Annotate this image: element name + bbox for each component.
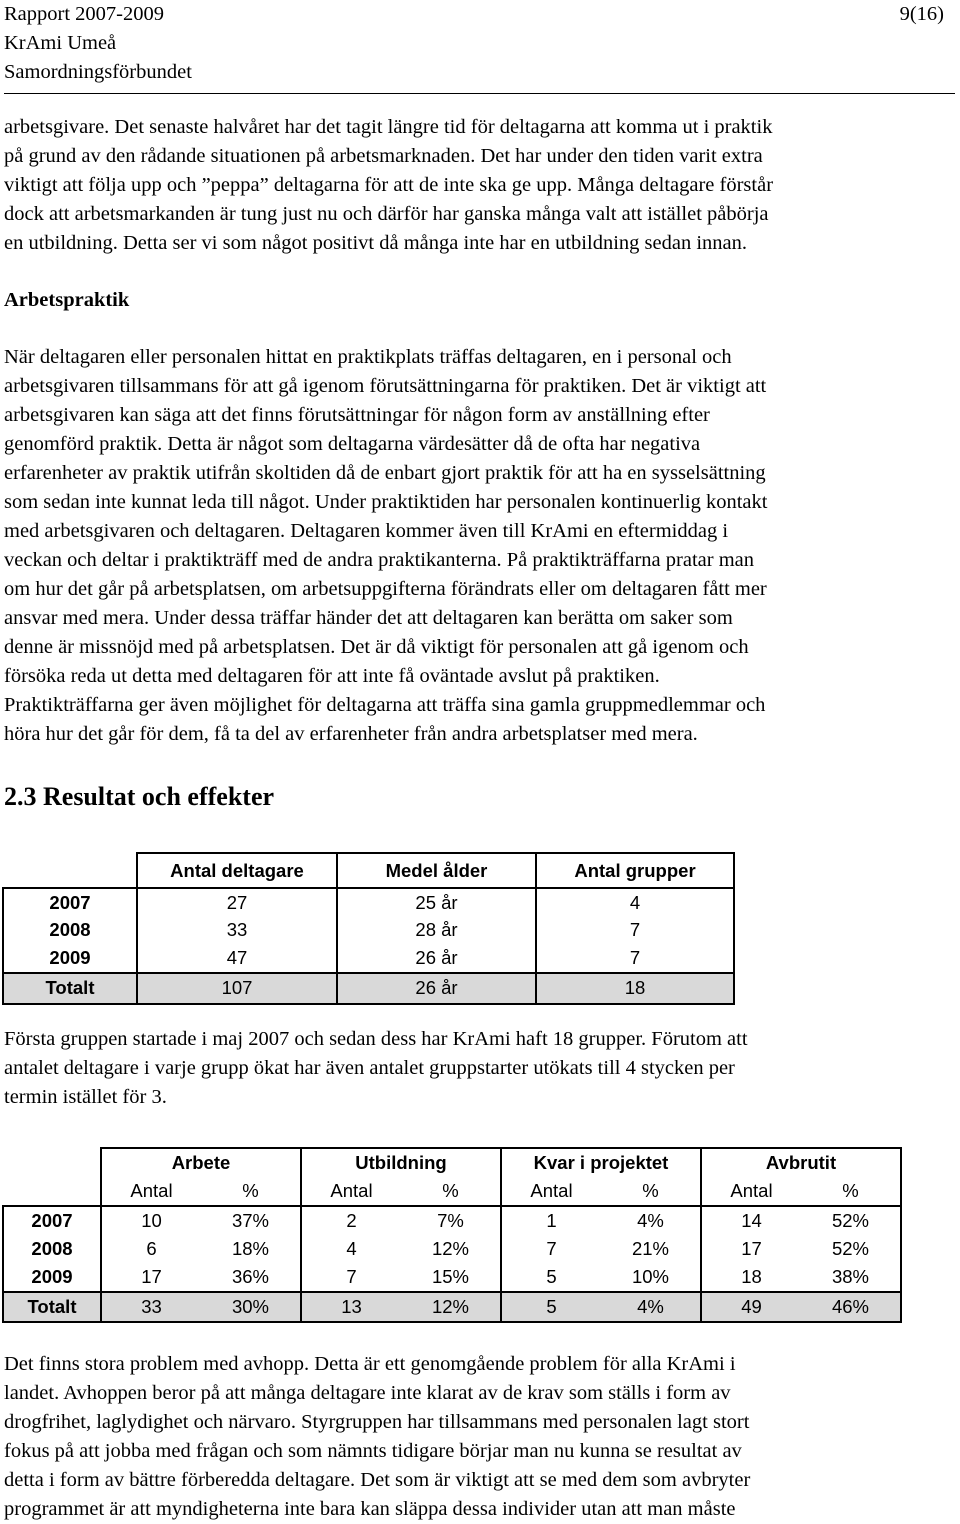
cell: 36%	[231, 1266, 270, 1287]
cell: 4	[536, 888, 734, 917]
sub-header: Antal	[301, 1177, 401, 1206]
cell: 7	[536, 917, 734, 945]
results-table	[2, 852, 735, 1005]
cell: 28 år	[337, 917, 536, 945]
cell: 107	[137, 973, 337, 1004]
row-label: 2008	[3, 917, 137, 945]
group-header: Arbete	[101, 1148, 301, 1177]
cell: 7	[536, 944, 734, 973]
page-header	[4, 0, 944, 87]
cell: 2	[301, 1206, 401, 1235]
table-row	[3, 1206, 901, 1235]
cell: 17	[701, 1235, 801, 1263]
col-header: Medel ålder	[337, 853, 536, 888]
cell: 17	[101, 1263, 201, 1292]
table-row	[3, 1235, 901, 1263]
outcomes-table	[2, 1147, 902, 1323]
table-total-row	[3, 1292, 901, 1322]
cell: 6	[101, 1235, 201, 1263]
sub-header: Antal	[501, 1177, 601, 1206]
sub-header: %	[201, 1177, 301, 1206]
cell: 5	[501, 1292, 601, 1322]
cell: 4%	[637, 1210, 664, 1231]
cell: 5	[501, 1263, 601, 1292]
cell: 26 år	[337, 973, 536, 1004]
paragraph-arbetspraktik: När deltagaren eller personalen hittat en praktikplats träffas deltagaren, en i personal och arbetsgivaren tillsammans för att gå igenom förutsättningarna för praktiken. Det är viktigt att arbetsgivaren kan säga att det finns förutsättningar för någon form av anställning efter genomförd praktik. Detta är något som deltagarna värdesätter då de ofta har negativa erfarenheter av praktik utifrån skoltiden då de enbart gjort praktik för att ha en sysselsättning som sedan inte kunnat leda till något. Under praktiktiden har personalen kontinuerlig kontakt med arbetsgivaren och deltagaren. Deltagaren kommer även till KrAmi en eftermiddag i veckan och deltar i praktikträff med de andra praktikanterna. På praktikträffarna pratar man om hur det går på arbetsplatsen, om arbetsuppgifterna förändrats eller om deltagaren fått mer ansvar med mera. Under dessa träffar händer det att deltagaren kan berätta om saker som denne är missnöjd med på arbetsplatsen. Det är då viktigt för personalen att gå igenom och försöka reda ut detta med deltagaren för att inte få oväntade avslut på praktiken. Praktikträffarna ger även möjlighet för deltagarna att träffa sina gamla gruppmedlemmar och höra hur det går för dem, få ta del av erfarenheter från andra arbetsplatser med mera.	[4, 346, 768, 745]
sub-header: Antal	[101, 1177, 201, 1206]
cell: 52%	[801, 1206, 901, 1235]
cell: 7%	[437, 1210, 464, 1231]
table-row	[3, 944, 734, 973]
paragraph-dropouts: Det finns stora problem med avhopp. Detta är ett genomgående problem för alla KrAmi i landet. Avhoppen beror på att många deltagare inte klarat av de krav som ställs i form av drogfrihet, laglydighet och närvaro. Styrgruppen har tillsammans med personalen lagt stort fokus på att jobba med frågan och som nämnts tidigare börjar man nu kunna se resultat av detta i form av bättre förberedda deltagare. Det som är viktigt att se med dem som avbryter programmet är att myndigheterna inte bara kan släppa dessa individer utan att man måste	[4, 1353, 751, 1520]
cell: 33	[137, 917, 337, 945]
corner-cell	[3, 1148, 101, 1177]
sub-header: Antal	[701, 1177, 801, 1206]
cell: 7	[301, 1263, 401, 1292]
paragraph-intro: arbetsgivare. Det senaste halvåret har det tagit längre tid för deltagarna att komma ut i praktik på grund av den rådande situationen på arbetsmarknaden. Det har under den tiden varit extra viktigt att följa upp och ”peppa” deltagarna för att de inte ska ge upp. Många deltagare förstår dock att arbetsmarkanden är tung just nu och därför har ganska många valt att istället påbörja en utbildning. Detta ser vi som något positivt då många inte har en utbildning sedan innan.	[4, 116, 774, 254]
cell: 15%	[431, 1266, 470, 1287]
cell: 12%	[401, 1292, 501, 1322]
report-title: Rapport 2007-2009	[4, 3, 164, 25]
group-header: Avbrutit	[701, 1148, 901, 1177]
row-label: 2009	[3, 944, 137, 973]
page-number: 9(16)	[899, 3, 944, 25]
cell: 18	[536, 973, 734, 1004]
corner-cell	[3, 853, 137, 888]
cell: 52%	[801, 1235, 901, 1263]
row-label: 2007	[3, 1206, 101, 1235]
cell: 4	[301, 1235, 401, 1263]
org-sub: Samordningsförbundet	[4, 61, 192, 83]
cell: 25 år	[337, 888, 536, 917]
cell: 37%	[231, 1210, 270, 1231]
col-header: Antal grupper	[536, 853, 734, 888]
heading-arbetspraktik: Arbetspraktik	[4, 289, 130, 311]
cell: 4%	[601, 1292, 701, 1322]
row-label: 2009	[3, 1263, 101, 1292]
cell: 13	[301, 1292, 401, 1322]
col-header: Antal deltagare	[137, 853, 337, 888]
cell: 46%	[801, 1292, 901, 1322]
group-header: Utbildning	[301, 1148, 501, 1177]
cell: 7	[501, 1235, 601, 1263]
cell: 21%	[631, 1238, 670, 1259]
header-divider	[4, 93, 955, 94]
row-label: 2007	[3, 888, 137, 917]
row-label: Totalt	[3, 1292, 101, 1322]
cell: 49	[701, 1292, 801, 1322]
group-header: Kvar i projektet	[501, 1148, 701, 1177]
table-row	[3, 888, 734, 917]
org-name: KrAmi Umeå	[4, 32, 117, 54]
row-label: Totalt	[3, 973, 137, 1004]
table-row	[3, 1263, 901, 1292]
paragraph-groups: Första gruppen startade i maj 2007 och sedan dess har KrAmi haft 18 grupper. Förutom att antalet deltagare i varje grupp ökat har även antalet gruppstarter utökats till 4 stycken per termin istället för 3.	[4, 1028, 748, 1108]
sub-header: %	[601, 1177, 701, 1206]
cell: 30%	[201, 1292, 301, 1322]
section-heading: 2.3 Resultat och effekter	[4, 782, 275, 811]
cell: 18	[701, 1263, 801, 1292]
cell: 14	[701, 1206, 801, 1235]
cell: 38%	[801, 1263, 901, 1292]
sub-header: %	[401, 1177, 501, 1206]
cell: 26 år	[337, 944, 536, 973]
row-label: 2008	[3, 1235, 101, 1263]
table-row	[3, 917, 734, 945]
cell: 12%	[431, 1238, 470, 1259]
cell: 10	[101, 1206, 201, 1235]
cell: 27	[137, 888, 337, 917]
cell: 18%	[231, 1238, 270, 1259]
table-total-row	[3, 973, 734, 1004]
cell: 10%	[631, 1266, 670, 1287]
sub-header: %	[801, 1177, 901, 1206]
corner-cell	[3, 1177, 101, 1206]
cell: 1	[501, 1206, 601, 1235]
cell: 47	[137, 944, 337, 973]
cell: 33	[101, 1292, 201, 1322]
